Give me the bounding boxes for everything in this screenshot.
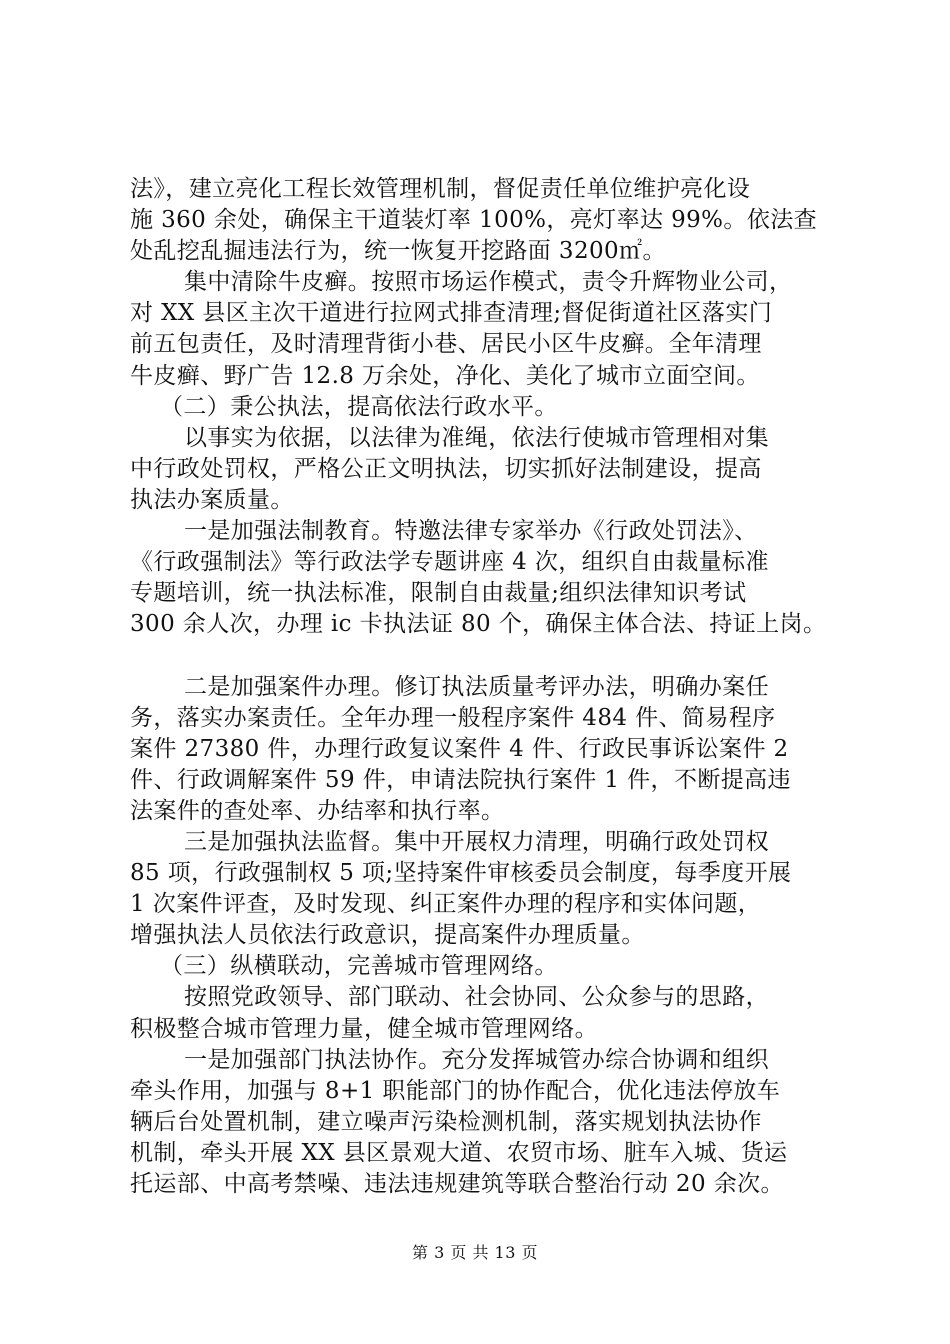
section-heading: （三）纵横联动，完善城市管理网络。 (160, 953, 558, 980)
text-line: 辆后台处置机制，建立噪声污染检测机制，落实规划执法协作 (130, 1108, 762, 1135)
text-line: 牛皮癣、野广告 12.8 万余处，净化、美化了城市立面空间。 (130, 362, 760, 389)
paragraph-start: 三是加强执法监督。集中开展权力清理，明确行政处罚权 (184, 828, 769, 855)
page-number-footer: 第 3 页 共 13 页 (412, 1243, 538, 1262)
text-line: 施 360 余处，确保主干道装灯率 100%，亮灯率达 99%。依法查 (130, 207, 818, 234)
text-line: 法案件的查处率、办结率和执行率。 (130, 797, 505, 824)
text-line: 案件 27380 件，办理行政复议案件 4 件、行政民事诉讼案件 2 (130, 735, 789, 762)
paragraph-start: 以事实为依据，以法律为准绳，依法行使城市管理相对集 (184, 424, 769, 451)
text-line: 300 余人次，办理 ic 卡执法证 80 个，确保主体合法、持证上岗。 (130, 611, 827, 638)
text-line: 处乱挖乱掘违法行为，统一恢复开挖路面 3200㎡。 (130, 238, 666, 265)
paragraph-start: 集中清除牛皮癣。按照市场运作模式，责令升辉物业公司， (184, 269, 793, 296)
text-line: 托运部、中高考禁噪、违法违规建筑等联合整治行动 20 余次。 (130, 1171, 784, 1197)
text-line: 件、行政调解案件 59 件，申请法院执行案件 1 件，不断提高违 (130, 766, 791, 793)
text-line: 1 次案件评查，及时发现、纠正案件办理的程序和实体问题， (130, 891, 762, 918)
paragraph-start: 二是加强案件办理。修订执法质量考评办法，明确办案任 (184, 673, 769, 700)
text-line: 对 XX 县区主次干道进行拉网式排查清理;督促街道社区落实门 (130, 300, 773, 327)
document-body (130, 174, 830, 1200)
text-line: 专题培训，统一执法标准，限制自由裁量;组织法律知识考试 (130, 580, 747, 607)
text-line: 牵头作用，加强与 8+1 职能部门的协作配合，优化违法停放车 (130, 1077, 781, 1104)
text-line: 前五包责任，及时清理背街小巷、居民小区牛皮癣。全年清理 (130, 331, 762, 358)
paragraph-gap (130, 640, 830, 671)
section-heading: （二）秉公执法，提高依法行政水平。 (160, 393, 558, 420)
text-line: 务，落实办案责任。全年办理一般程序案件 484 件、简易程序 (130, 704, 776, 731)
text-line: 增强执法人员依法行政意识，提高案件办理质量。 (130, 922, 645, 949)
text-line: 执法办案质量。 (130, 486, 294, 513)
text-line: 85 项，行政强制权 5 项;坚持案件审核委员会制度，每季度开展 (130, 860, 792, 887)
text-line: 机制，牵头开展 XX 县区景观大道、农贸市场、脏车入城、货运 (130, 1139, 788, 1166)
paragraph-start: 一是加强法制教育。特邀法律专家举办《行政处罚法》、 (184, 518, 758, 545)
text-line: 积极整合城市管理力量，健全城市管理网络。 (130, 1015, 598, 1042)
paragraph-start: 一是加强部门执法协作。充分发挥城管办综合协调和组织 (184, 1046, 769, 1073)
text-line: 中行政处罚权，严格公正文明执法，切实抓好法制建设，提高 (130, 455, 762, 482)
text-line: 《行政强制法》等行政法学专题讲座 4 次，组织自由裁量标准 (130, 549, 769, 576)
text-line: 法》，建立亮化工程长效管理机制，督促责任单位维护亮化设 (130, 176, 751, 202)
paragraph-start: 按照党政领导、部门联动、社会协同、公众参与的思路， (184, 984, 769, 1011)
